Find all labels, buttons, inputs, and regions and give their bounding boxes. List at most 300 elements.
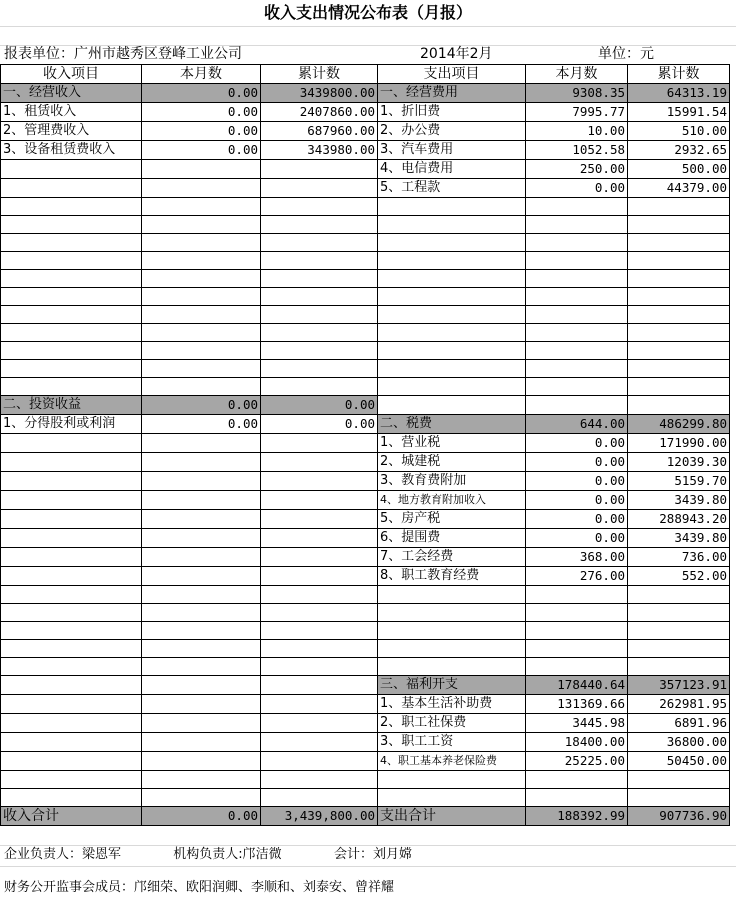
income-item-cell: 一、经营收入 (1, 84, 142, 103)
expense-month-cell: 188392.99 (526, 807, 628, 826)
expense-cumulative-cell: 262981.95 (628, 695, 730, 714)
income-cumulative-cell (261, 604, 378, 622)
table-row (1, 733, 730, 752)
expense-item-cell: 7、工会经费 (378, 548, 526, 567)
expense-item-cell (378, 234, 526, 252)
income-month-cell: 0.00 (142, 141, 261, 160)
expense-item-cell (378, 360, 526, 378)
income-month-cell (142, 453, 261, 472)
income-cumulative-cell (261, 789, 378, 807)
expense-item-cell: 支出合计 (378, 807, 526, 826)
table-row (1, 360, 730, 378)
table-row (1, 752, 730, 771)
table-row (1, 252, 730, 270)
table-row (1, 160, 730, 179)
expense-item-cell: 1、折旧费 (378, 103, 526, 122)
expense-month-cell: 1052.58 (526, 141, 628, 160)
income-cumulative-cell (261, 695, 378, 714)
income-item-cell (1, 752, 142, 771)
income-item-cell (1, 453, 142, 472)
expense-month-cell: 3445.98 (526, 714, 628, 733)
expense-month-cell (526, 288, 628, 306)
income-cumulative-cell (261, 472, 378, 491)
expense-cumulative-cell: 6891.96 (628, 714, 730, 733)
expense-cumulative-cell: 50450.00 (628, 752, 730, 771)
expense-month-cell: 0.00 (526, 472, 628, 491)
table-header-row (1, 65, 730, 84)
expense-month-cell (526, 586, 628, 604)
table-row (1, 342, 730, 360)
income-cumulative-cell: 0.00 (261, 396, 378, 415)
table-row (1, 510, 730, 529)
income-cumulative-cell: 0.00 (261, 415, 378, 434)
income-cumulative-cell (261, 771, 378, 789)
income-month-cell (142, 695, 261, 714)
expense-month-cell: 0.00 (526, 529, 628, 548)
expense-item-cell: 2、办公费 (378, 122, 526, 141)
income-item-cell (1, 510, 142, 529)
expense-month-cell: 250.00 (526, 160, 628, 179)
income-cumulative-cell (261, 324, 378, 342)
expense-item-cell: 4、电信费用 (378, 160, 526, 179)
table-row (1, 288, 730, 306)
table-row (1, 491, 730, 510)
expense-cumulative-cell: 510.00 (628, 122, 730, 141)
totals-row (1, 807, 730, 826)
income-month-cell: 0.00 (142, 415, 261, 434)
table-row (1, 141, 730, 160)
expense-cumulative-cell (628, 324, 730, 342)
income-month-cell (142, 472, 261, 491)
income-cumulative-cell: 343980.00 (261, 141, 378, 160)
reporting-unit: 报表单位：广州市越秀区登峰工业公司 (4, 46, 242, 62)
table-row (1, 234, 730, 252)
report-period: 2014年2月 (420, 46, 493, 62)
expense-cumulative-cell (628, 771, 730, 789)
income-item-cell (1, 604, 142, 622)
expense-month-cell: 276.00 (526, 567, 628, 586)
income-cumulative-cell: 687960.00 (261, 122, 378, 141)
income-month-cell: 0.00 (142, 84, 261, 103)
expense-month-cell: 0.00 (526, 453, 628, 472)
expense-month-cell (526, 324, 628, 342)
table-row (1, 789, 730, 807)
income-cumulative-cell (261, 270, 378, 288)
expense-month-cell (526, 216, 628, 234)
expense-item-cell: 1、营业税 (378, 434, 526, 453)
column-header: 支出项目 (378, 65, 526, 84)
income-item-cell (1, 252, 142, 270)
income-item-cell (1, 491, 142, 510)
expense-item-cell: 8、职工教育经费 (378, 567, 526, 586)
income-cumulative-cell (261, 586, 378, 604)
table-row (1, 640, 730, 658)
expense-cumulative-cell: 3439.80 (628, 491, 730, 510)
income-item-cell (1, 360, 142, 378)
table-row (1, 695, 730, 714)
income-month-cell (142, 714, 261, 733)
table-row (1, 586, 730, 604)
expense-cumulative-cell: 36800.00 (628, 733, 730, 752)
income-cumulative-cell (261, 548, 378, 567)
income-cumulative-cell (261, 491, 378, 510)
income-month-cell (142, 306, 261, 324)
table-row (1, 771, 730, 789)
income-month-cell (142, 510, 261, 529)
income-item-cell (1, 714, 142, 733)
income-month-cell (142, 270, 261, 288)
expense-item-cell (378, 378, 526, 396)
income-month-cell: 0.00 (142, 103, 261, 122)
income-month-cell (142, 434, 261, 453)
expense-cumulative-cell: 288943.20 (628, 510, 730, 529)
expense-cumulative-cell: 357123.91 (628, 676, 730, 695)
expense-item-cell (378, 622, 526, 640)
signatories-line (4, 845, 412, 865)
income-cumulative-cell (261, 288, 378, 306)
income-month-cell (142, 491, 261, 510)
expense-month-cell (526, 604, 628, 622)
expense-cumulative-cell: 44379.00 (628, 179, 730, 198)
expense-item-cell (378, 270, 526, 288)
income-month-cell: 0.00 (142, 807, 261, 826)
expense-month-cell (526, 234, 628, 252)
expense-item-cell (378, 604, 526, 622)
income-cumulative-cell (261, 658, 378, 676)
expense-month-cell (526, 342, 628, 360)
expense-month-cell (526, 198, 628, 216)
expense-cumulative-cell (628, 622, 730, 640)
income-item-cell: 收入合计 (1, 807, 142, 826)
expense-month-cell: 18400.00 (526, 733, 628, 752)
expense-month-cell: 0.00 (526, 510, 628, 529)
income-cumulative-cell (261, 567, 378, 586)
expense-item-cell: 6、提围费 (378, 529, 526, 548)
income-item-cell: 3、设备租赁费收入 (1, 141, 142, 160)
table-row (1, 453, 730, 472)
expense-cumulative-cell (628, 640, 730, 658)
income-month-cell (142, 198, 261, 216)
expense-cumulative-cell: 486299.80 (628, 415, 730, 434)
table-row (1, 604, 730, 622)
income-item-cell (1, 288, 142, 306)
expense-cumulative-cell (628, 306, 730, 324)
income-item-cell (1, 306, 142, 324)
table-row (1, 472, 730, 491)
expense-item-cell (378, 216, 526, 234)
income-month-cell (142, 252, 261, 270)
table-row (1, 658, 730, 676)
expense-month-cell (526, 378, 628, 396)
expense-month-cell: 7995.77 (526, 103, 628, 122)
expense-month-cell (526, 252, 628, 270)
table-row (1, 396, 730, 415)
income-item-cell (1, 160, 142, 179)
expense-item-cell (378, 198, 526, 216)
table-row (1, 548, 730, 567)
income-item-cell (1, 378, 142, 396)
income-item-cell: 二、投资收益 (1, 396, 142, 415)
table-row (1, 122, 730, 141)
expense-month-cell: 0.00 (526, 179, 628, 198)
income-item-cell (1, 234, 142, 252)
expense-cumulative-cell (628, 658, 730, 676)
expense-cumulative-cell: 552.00 (628, 567, 730, 586)
income-month-cell (142, 342, 261, 360)
expense-month-cell (526, 640, 628, 658)
income-item-cell (1, 640, 142, 658)
income-cumulative-cell (261, 752, 378, 771)
income-month-cell (142, 234, 261, 252)
expense-item-cell (378, 789, 526, 807)
income-item-cell (1, 733, 142, 752)
income-cumulative-cell (261, 676, 378, 695)
income-cumulative-cell (261, 360, 378, 378)
table-row (1, 415, 730, 434)
income-cumulative-cell (261, 622, 378, 640)
expense-month-cell: 9308.35 (526, 84, 628, 103)
table-row (1, 676, 730, 695)
grid-line (0, 866, 736, 867)
expense-item-cell (378, 288, 526, 306)
income-month-cell (142, 604, 261, 622)
income-cumulative-cell (261, 434, 378, 453)
income-cumulative-cell: 3,439,800.00 (261, 807, 378, 826)
income-month-cell: 0.00 (142, 122, 261, 141)
table-row (1, 179, 730, 198)
expense-item-cell (378, 396, 526, 415)
column-header: 收入项目 (1, 65, 142, 84)
expense-cumulative-cell (628, 270, 730, 288)
income-item-cell (1, 198, 142, 216)
table-body (1, 65, 730, 826)
income-month-cell (142, 288, 261, 306)
income-cumulative-cell (261, 160, 378, 179)
income-item-cell (1, 434, 142, 453)
income-month-cell (142, 216, 261, 234)
expense-item-cell: 3、职工工资 (378, 733, 526, 752)
income-month-cell (142, 658, 261, 676)
expense-item-cell: 2、职工社保费 (378, 714, 526, 733)
income-cumulative-cell (261, 733, 378, 752)
income-cumulative-cell (261, 198, 378, 216)
table-row (1, 529, 730, 548)
expense-item-cell (378, 771, 526, 789)
income-item-cell (1, 771, 142, 789)
income-month-cell (142, 622, 261, 640)
expense-cumulative-cell (628, 378, 730, 396)
table-row (1, 216, 730, 234)
income-item-cell (1, 658, 142, 676)
income-cumulative-cell (261, 342, 378, 360)
income-item-cell (1, 676, 142, 695)
column-header: 累计数 (261, 65, 378, 84)
income-item-cell: 1、租赁收入 (1, 103, 142, 122)
income-month-cell (142, 160, 261, 179)
income-cumulative-cell (261, 252, 378, 270)
income-item-cell (1, 342, 142, 360)
expense-month-cell (526, 771, 628, 789)
supervisory-committee: 财务公开监事会成员：邝细荣、欧阳润卿、李顺和、刘泰安、曾祥耀 (4, 880, 395, 895)
expense-month-cell: 0.00 (526, 491, 628, 510)
expense-item-cell (378, 640, 526, 658)
expense-month-cell (526, 396, 628, 415)
income-item-cell (1, 324, 142, 342)
income-item-cell (1, 567, 142, 586)
column-header: 本月数 (526, 65, 628, 84)
expense-item-cell: 5、工程款 (378, 179, 526, 198)
table-row (1, 622, 730, 640)
expense-cumulative-cell: 736.00 (628, 548, 730, 567)
income-month-cell (142, 789, 261, 807)
expense-month-cell: 10.00 (526, 122, 628, 141)
expense-item-cell: 一、经营费用 (378, 84, 526, 103)
income-item-cell (1, 216, 142, 234)
income-month-cell (142, 752, 261, 771)
report-title: 收入支出情况公布表（月报） (263, 3, 472, 22)
income-cumulative-cell (261, 216, 378, 234)
table-row (1, 306, 730, 324)
income-month-cell (142, 529, 261, 548)
income-month-cell (142, 640, 261, 658)
income-month-cell (142, 324, 261, 342)
column-header: 本月数 (142, 65, 261, 84)
column-header: 累计数 (628, 65, 730, 84)
expense-month-cell (526, 306, 628, 324)
income-cumulative-cell (261, 529, 378, 548)
expense-month-cell: 178440.64 (526, 676, 628, 695)
income-month-cell (142, 771, 261, 789)
expense-item-cell (378, 342, 526, 360)
expense-cumulative-cell: 907736.90 (628, 807, 730, 826)
income-cumulative-cell (261, 378, 378, 396)
income-item-cell (1, 270, 142, 288)
expense-item-cell (378, 324, 526, 342)
income-cumulative-cell (261, 510, 378, 529)
income-month-cell (142, 179, 261, 198)
expense-cumulative-cell (628, 586, 730, 604)
expense-month-cell: 131369.66 (526, 695, 628, 714)
income-item-cell (1, 529, 142, 548)
income-month-cell (142, 567, 261, 586)
expense-cumulative-cell (628, 288, 730, 306)
income-month-cell (142, 548, 261, 567)
expense-cumulative-cell (628, 342, 730, 360)
expense-item-cell: 1、基本生活补助费 (378, 695, 526, 714)
income-month-cell: 0.00 (142, 396, 261, 415)
expense-cumulative-cell (628, 360, 730, 378)
expense-cumulative-cell (628, 198, 730, 216)
income-item-cell (1, 789, 142, 807)
expense-month-cell (526, 622, 628, 640)
income-expense-table (0, 64, 730, 826)
expense-cumulative-cell (628, 252, 730, 270)
income-item-cell: 2、管理费收入 (1, 122, 142, 141)
expense-item-cell: 三、福利开支 (378, 676, 526, 695)
income-month-cell (142, 676, 261, 695)
expense-item-cell: 5、房产税 (378, 510, 526, 529)
expense-item-cell: 3、汽车费用 (378, 141, 526, 160)
expense-cumulative-cell: 15991.54 (628, 103, 730, 122)
table-row (1, 714, 730, 733)
grid-line (0, 26, 736, 27)
expense-month-cell (526, 360, 628, 378)
expense-cumulative-cell: 64313.19 (628, 84, 730, 103)
income-cumulative-cell: 2407860.00 (261, 103, 378, 122)
table-row (1, 567, 730, 586)
expense-cumulative-cell (628, 604, 730, 622)
expense-month-cell (526, 658, 628, 676)
expense-cumulative-cell: 5159.70 (628, 472, 730, 491)
expense-item-cell: 4、职工基本养老保险费 (378, 752, 526, 771)
income-cumulative-cell: 3439800.00 (261, 84, 378, 103)
income-month-cell (142, 733, 261, 752)
income-item-cell (1, 548, 142, 567)
expense-item-cell: 2、城建税 (378, 453, 526, 472)
expense-month-cell: 0.00 (526, 434, 628, 453)
enterprise-head: 企业负责人：梁恩军 (4, 847, 122, 862)
expense-month-cell: 644.00 (526, 415, 628, 434)
expense-cumulative-cell: 12039.30 (628, 453, 730, 472)
income-item-cell (1, 695, 142, 714)
income-cumulative-cell (261, 714, 378, 733)
income-item-cell (1, 622, 142, 640)
accountant: 会计：刘月嫦 (333, 847, 412, 862)
income-cumulative-cell (261, 453, 378, 472)
institution-head: 机构负责人:邝洁微 (173, 847, 282, 862)
expense-cumulative-cell (628, 216, 730, 234)
expense-item-cell (378, 586, 526, 604)
income-item-cell: 1、分得股利或利润 (1, 415, 142, 434)
table-row (1, 84, 730, 103)
table-row (1, 270, 730, 288)
currency-unit: 单位：元 (598, 46, 654, 62)
expense-cumulative-cell (628, 789, 730, 807)
expense-cumulative-cell: 2932.65 (628, 141, 730, 160)
table-row (1, 434, 730, 453)
expense-cumulative-cell: 500.00 (628, 160, 730, 179)
expense-item-cell: 4、地方教育附加收入 (378, 491, 526, 510)
expense-month-cell (526, 789, 628, 807)
expense-month-cell (526, 270, 628, 288)
income-cumulative-cell (261, 640, 378, 658)
expense-item-cell (378, 252, 526, 270)
expense-month-cell: 25225.00 (526, 752, 628, 771)
income-item-cell (1, 472, 142, 491)
expense-month-cell: 368.00 (526, 548, 628, 567)
income-month-cell (142, 360, 261, 378)
expense-item-cell (378, 658, 526, 676)
table-row (1, 198, 730, 216)
income-month-cell (142, 586, 261, 604)
expense-cumulative-cell (628, 234, 730, 252)
income-cumulative-cell (261, 234, 378, 252)
income-cumulative-cell (261, 306, 378, 324)
table-row (1, 324, 730, 342)
expense-cumulative-cell: 171990.00 (628, 434, 730, 453)
income-month-cell (142, 378, 261, 396)
income-cumulative-cell (261, 179, 378, 198)
expense-cumulative-cell (628, 396, 730, 415)
expense-item-cell: 3、教育费附加 (378, 472, 526, 491)
expense-cumulative-cell: 3439.80 (628, 529, 730, 548)
table-row (1, 103, 730, 122)
expense-item-cell: 二、税费 (378, 415, 526, 434)
table-row (1, 378, 730, 396)
income-item-cell (1, 179, 142, 198)
income-item-cell (1, 586, 142, 604)
expense-item-cell (378, 306, 526, 324)
